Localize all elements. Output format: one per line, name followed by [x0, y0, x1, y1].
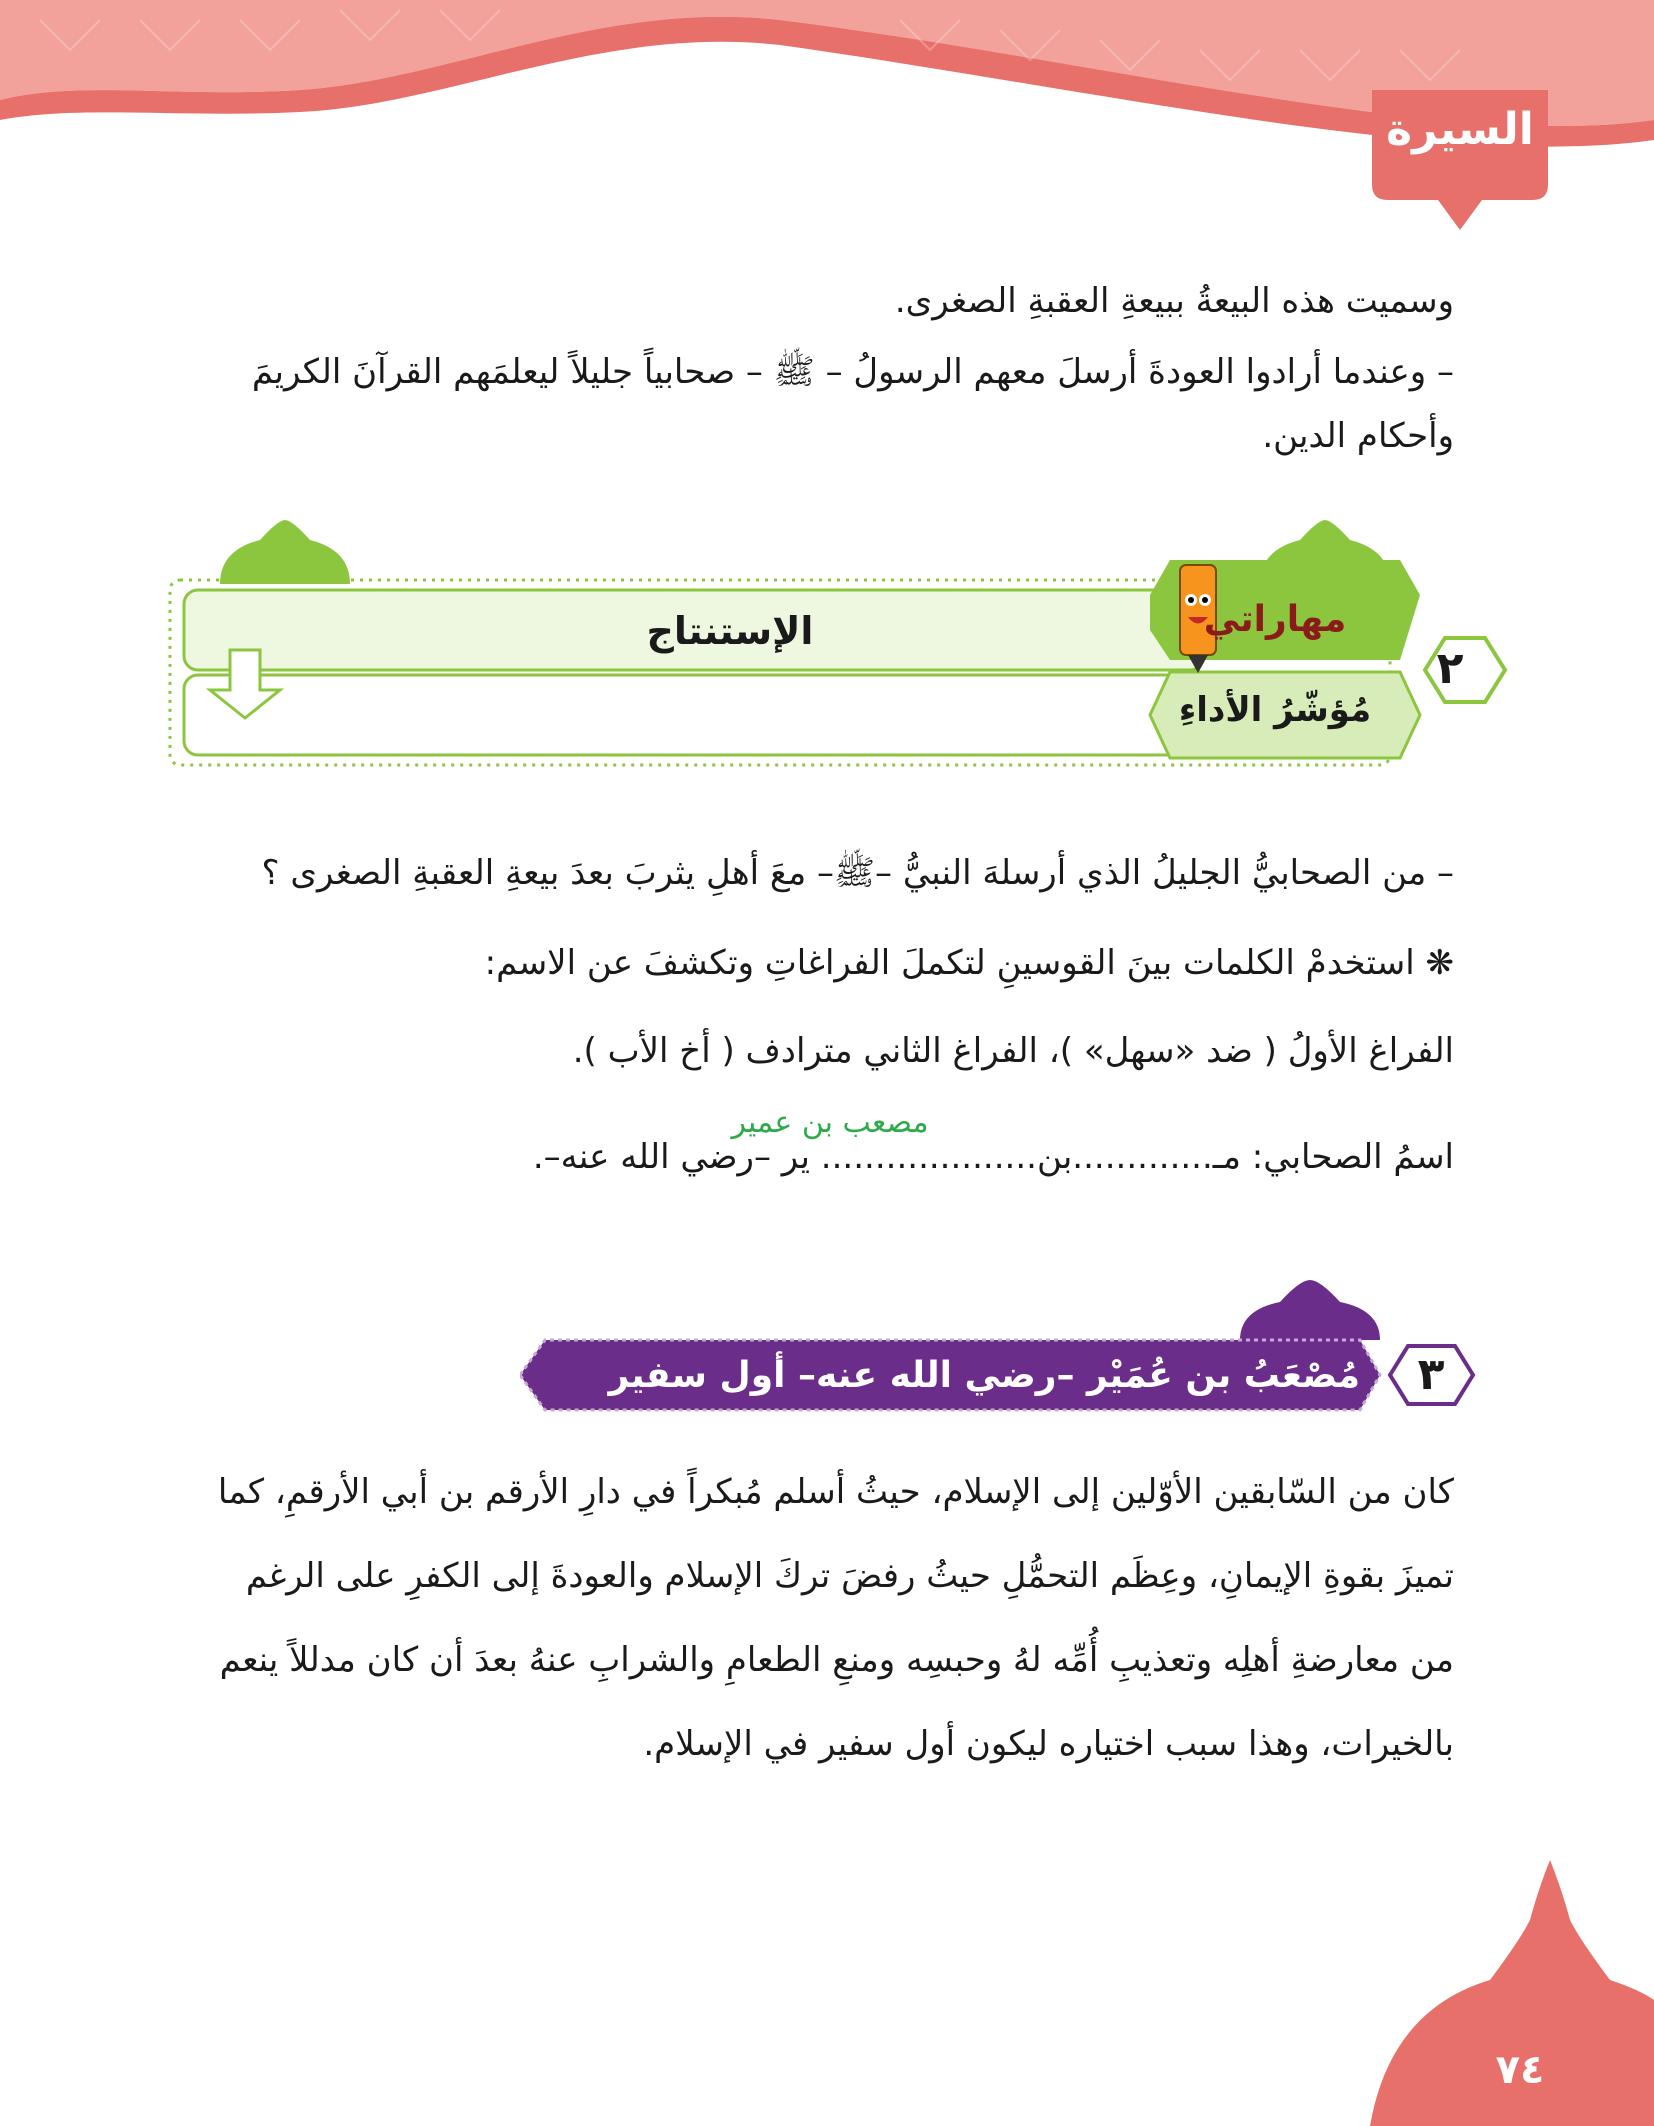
- answer-line[interactable]: اسمُ الصحابي: مـ.............بن.................... ير –رضي الله عنه–.: [532, 1137, 1454, 1177]
- section-label: السيرة: [1386, 104, 1534, 155]
- intro-line-2: – وعندما أرادوا العودةَ أرسلَ معهم الرسولُ – ﷺ – صحابياً جليلاً ليعلمَهم القرآنَ الكريمَ وأحكام الدين.: [251, 352, 1454, 456]
- skills-badge-label: مهاراتي: [1203, 599, 1347, 640]
- section3-paragraph: كان من السّابقين الأوّلين إلى الإسلام، حيثُ أسلم مُبكراً في دارِ الأرقم بن أبي الأرقمِ، كما تميزَ بقوةِ الإيمانِ، وعِظَم التحمُّلِ حيثُ رفضَ تركَ الإسلام والعودةَ إلى الكفرِ على الرغم من معارضةِ أهلِه وتعذيبِ أُمِّه لهُ وحبسِه ومنعِ الطعامِ والشرابِ عنهُ بعدَ أن كان مدللاً ينعم بالخيرات، وهذا سبب اختياره ليكون أول سفير في الإسلام.: [217, 1472, 1454, 1764]
- section3-number: ٣: [1417, 1349, 1445, 1400]
- page-number: ٧٤: [1495, 2047, 1545, 2093]
- section3-title: مُصْعَبُ بن عُمَيْر –رضي الله عنه– أول سفير في الإسلام.: [608, 1355, 1360, 1456]
- handwritten-answer: مصعب بن عمير: [731, 1105, 929, 1140]
- intro-line-1: وسميت هذه البيعةُ ببيعةِ العقبةِ الصغرى.: [894, 281, 1454, 321]
- performance-indicator-label: مُؤشّرُ الأداءِ: [1178, 690, 1372, 730]
- exercise-hints: الفراغ الأولُ ( ضد «سهل» )، الفراغ الثاني مترادف ( أخ الأب ).: [572, 1031, 1454, 1071]
- skill-name: الإستنتاج: [646, 609, 814, 653]
- exercise-instruction: ❋ استخدمْ الكلمات بينَ القوسينِ لتكملَ الفراغاتِ وتكشفَ عن الاسم:: [484, 943, 1454, 983]
- skills-number: ٢: [1436, 643, 1464, 694]
- exercise-question: – من الصحابيُّ الجليلُ الذي أرسلهَ النبيُّ –ﷺ– معَ أهلِ يثربَ بعدَ بيعةِ العقبةِ الصغرى ؟: [261, 853, 1454, 893]
